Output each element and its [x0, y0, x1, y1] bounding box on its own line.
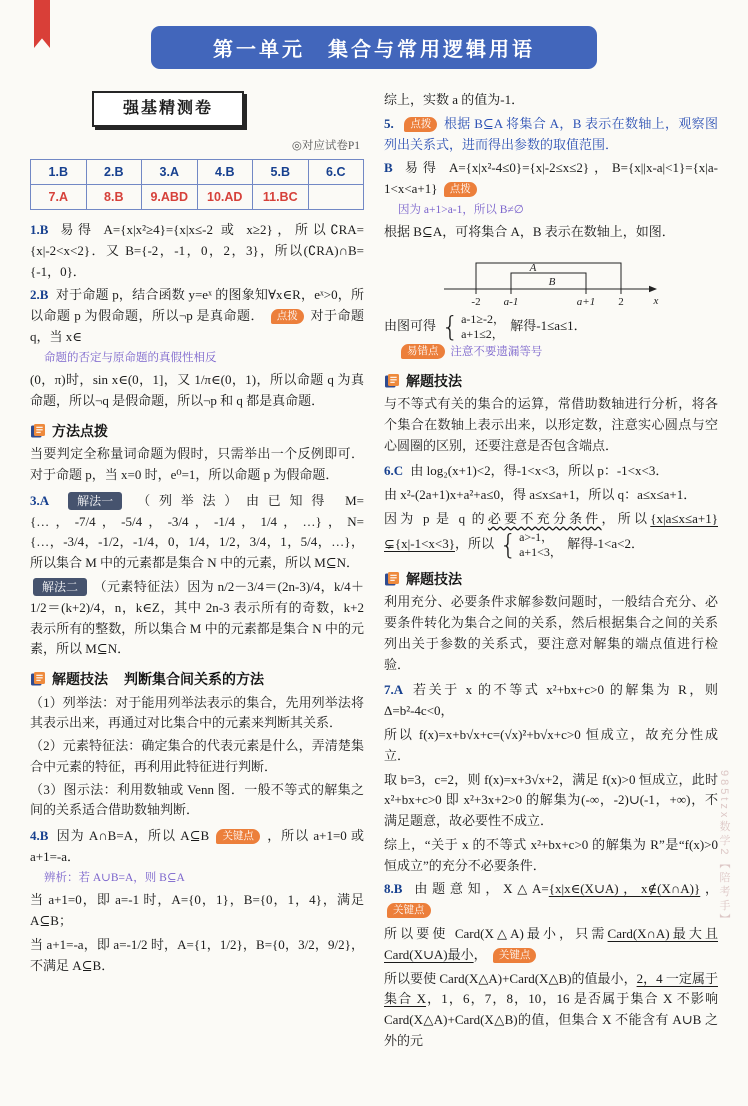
number-line-diagram — [436, 247, 666, 309]
tick-label: 2 — [618, 296, 624, 309]
answer-cell: 7.A — [31, 184, 87, 209]
solution-q5-intro — [384, 114, 718, 156]
equation-system — [499, 527, 562, 561]
question-number: 8.B — [384, 881, 403, 897]
answer-cell: 4.B — [197, 159, 253, 184]
underlined-expression: 2，4 一定属于集合 X — [384, 970, 718, 1007]
method-2-badge: 解法二 — [33, 578, 87, 596]
brace-glyph: { — [499, 527, 518, 561]
answer-cell: 8.B — [86, 184, 142, 209]
keypoint-badge: 关键点 — [216, 829, 260, 844]
method-tip-box — [30, 420, 364, 486]
solution-q6-line2: 由 x²-(2a+1)x+a²+a≤0，得 a≤x≤a+1，所以 q：a≤x≤a+1． — [384, 487, 697, 503]
margin-note: 辨析：若 A∪B=A，则 B⊆A — [44, 871, 185, 884]
tip-body: 与不等式有关的集合的运算，常借助数轴进行分析，将各个集合在数轴上表示出来，以形定数，注意实心圆点与空心圆圈的区别，还要注意是否包含端点． — [384, 395, 718, 453]
paper-title-text: 强基精测卷 — [122, 100, 213, 117]
solution-q7 — [384, 680, 718, 722]
bookmark-ribbon-icon — [34, 0, 50, 48]
tip-item: （1）列举法：对于能用列举法表示的集合，先用列举法将其表示出来，再通过对比集合中的元素来判断其关系． — [30, 694, 364, 731]
tip-subtitle: 判断集合间关系的方法 — [124, 671, 264, 688]
answer-cell: 2.B — [86, 159, 142, 184]
system-line-1: a-1≥-2， — [461, 312, 505, 327]
solution-q8 — [384, 879, 718, 921]
watermark-text: 985tzx数学2【陪考手】 — [718, 770, 730, 928]
keypoint-badge: 关键点 — [387, 903, 431, 918]
solution-text: 对于命题 p，结合函数 y=eˣ 的图象知∀x∈R，eˣ>0，所以命题 p 为假命题，所以¬p 是真命题． — [30, 287, 365, 324]
question-number: 3.A — [30, 492, 50, 508]
solution-text: ， — [700, 881, 718, 897]
solution-text: （列举法）由已知得 M={…，-7/4，-5/4，-3/4，-1/4，1/4，…}，N={…，-3/4，-1/2，-1/4，0，1/4，1/2，3/4，1，5/4，…}，所以集合 M 中的元素都是集合 N 中的元素，所以 M⊆N． — [30, 492, 364, 571]
underlined-expression: {x|a≤x≤a+1}⊊{x|-1<x<3} — [384, 510, 718, 551]
answer-cell: 9.ABD — [142, 184, 198, 209]
tick-label: -2 — [471, 296, 481, 309]
tip-header — [384, 568, 718, 590]
notebook-icon — [30, 671, 46, 687]
answer-cell: 11.BC — [253, 184, 309, 209]
solution-text: 由 log₂(x+1)<2，得-1<x<3，所以 p：-1<x<3． — [410, 463, 669, 479]
dianbo-badge: 点拨 — [444, 182, 477, 197]
solution-text: ， — [473, 946, 487, 962]
brace-glyph: { — [441, 310, 460, 344]
solution-text: ，所以 a+1=0 或 a+1=-a． — [30, 828, 365, 865]
solution-q7-conclusion: 综上，“关于 x 的不等式 x²+bx+c>0 的解集为 R”是“f(x)>0 恒成立”的充分不必要条件． — [384, 836, 718, 873]
solution-text: ，所以 — [454, 535, 494, 551]
tip-item: （3）图示法：利用数轴或 Venn 图．一般不等式的解集之间的关系适合借助数轴判断． — [30, 781, 364, 818]
question-number: 7.A — [384, 682, 404, 698]
margin-note — [398, 343, 718, 361]
axis-arrow — [649, 286, 657, 292]
method-1-badge: 解法一 — [68, 492, 122, 510]
solution-text: 由图可得 — [384, 318, 437, 334]
solution-q3-method2 — [30, 577, 364, 660]
equation-system — [441, 312, 505, 342]
tick-label: a+1 — [576, 296, 596, 309]
solution-q5-system — [384, 312, 718, 342]
left-column — [30, 87, 364, 1052]
notebook-icon — [30, 423, 46, 439]
solution-q7-line3: 取 b=3，c=2，则 f(x)=x+3√x+2，满足 f(x)>0 恒成立，此时 x²+bx+c>0 即 x²+3x+2>0 的解集为(-∞，-2)∪(-1，+∞)，不满足题意，故必要性不成立． — [384, 771, 718, 829]
unit-title — [151, 26, 597, 69]
tip-title: 解题技法 — [406, 570, 462, 587]
margin-note: 因为 a+1>a-1，所以 B≠∅ — [398, 203, 524, 216]
solution-text: 由题意知，X△A= — [414, 881, 549, 897]
solution-text: ，所以 — [601, 510, 651, 526]
solution-text: 易得 A={x|x²-4≤0}={x|-2≤x≤2}，B={x||x-a|<1}={x|a-1<x<a+1} — [384, 160, 719, 197]
answer-row-1 — [31, 159, 364, 184]
solution-q5-cont: 根据 B⊆A，可将集合 A，B 表示在数轴上，如图． — [384, 224, 675, 240]
tip-title: 方法点拨 — [52, 422, 108, 439]
emphasized-text: 必要不充分条件 — [487, 510, 602, 526]
technique-box-1 — [30, 668, 364, 821]
answer-cell — [308, 184, 364, 209]
tip-body: 利用充分、必要条件求解参数问题时，一般结合充分、必要条件转化为集合之间的关系，然后根据集合之间的关系列出关于参数的关系式，要注意对解集的端点值进行检验． — [384, 594, 718, 672]
tip-body: 当要判定全称量词命题为假时，只需举出一个反例即可．对于命题 p，当 x=0 时，e⁰=1，所以命题 p 为假命题． — [30, 446, 364, 482]
underlined-expression: Card(X∩A)最大且 Card(X∪A)最小 — [384, 926, 719, 962]
answer-key-table — [30, 159, 364, 210]
notebook-icon — [384, 571, 400, 587]
dianbo-badge: 点拨 — [404, 117, 437, 132]
answer-letter: B — [384, 160, 393, 176]
solution-q6 — [384, 461, 718, 482]
dianbo-badge: 点拨 — [271, 309, 304, 324]
solution-text: 因为 p 是 q 的 — [384, 510, 488, 526]
mistake-badge: 易错点 — [401, 344, 445, 359]
answer-cell: 6.C — [308, 159, 364, 184]
tip-title: 解题技法 — [52, 671, 108, 688]
solution-q8-line2 — [384, 924, 718, 966]
tip-header — [30, 420, 364, 442]
solution-q2-cont: (0，π)时，sin x∈(0，1]，又 1/π∈(0，1)，所以命题 q 为真命题，所以¬q 是假命题，所以¬p 和 q 都是真命题． — [30, 372, 364, 408]
solution-q4-conclusion: 综上，实数 a 的值为-1． — [384, 92, 525, 107]
margin-note: 命题的否定与原命题的真假性相反 — [44, 351, 217, 364]
answer-row-2 — [31, 184, 364, 209]
set-B-label: B — [548, 276, 556, 289]
solution-text: 若关于 x 的不等式 x²+bx+c>0 的解集为 R，则 Δ=b²-4c<0， — [384, 682, 718, 719]
answer-cell: 5.B — [253, 159, 309, 184]
solution-text: 解得-1<a<2． — [567, 535, 644, 551]
question-number: 5. — [384, 115, 394, 131]
solution-text: （元素特征法）因为 n/2－3/4＝(2n-3)/4，k/4＋1/2＝(k+2)/4，n，k∈Z，其中 2n-3 表示所有的奇数，k+2 表示所有的整数，所以集合 M 中的元素都是集合 N 中的元素，所以 M⊆N． — [30, 578, 365, 657]
content-columns — [0, 69, 748, 1052]
tip-title: 解题技法 — [406, 372, 462, 389]
solution-q1 — [30, 220, 364, 282]
solution-q6-line3 — [384, 509, 718, 560]
tip-item: （2）元素特征法：确定集合的代表元素是什么，弄清楚集合中元素的特征，再利用此特征进行判断． — [30, 738, 364, 774]
system-line-1: a>-1， — [519, 529, 554, 544]
solution-text: 对于命题 q，当 x∈ — [30, 308, 364, 344]
solution-q3 — [30, 491, 364, 574]
solution-q8-line3 — [384, 969, 718, 1052]
solution-text: 易得 A={x|x²≥4}={x|x≤-2 或 x≥2}，所以∁RA={x|-2<x<2}．又 B={-2，-1，0，2，3}，所以(∁RA)∩B={-1，0}． — [30, 221, 365, 279]
solution-q4-case2: 当 a+1=-a，即 a=-1/2 时，A={1，1/2}，B={0，3/2，9/2}，不满足 A⊆B． — [30, 936, 364, 973]
tick-label: a-1 — [503, 296, 519, 309]
set-A-label: A — [529, 262, 537, 275]
underlined-expression: {x|x∈(X∪A)，x∉(X∩A)} — [548, 881, 701, 897]
notebook-icon — [384, 373, 400, 389]
right-column — [384, 87, 718, 1052]
technique-box-2 — [384, 370, 718, 457]
question-number: 2.B — [30, 287, 49, 303]
paper-reference: ◎对应试卷P1 — [291, 139, 360, 152]
technique-box-3 — [384, 568, 718, 676]
solution-q7-line2: 所以 f(x)=x+b√x+c=(√x)²+b√x+c>0 恒成立，故充分性成立． — [384, 726, 718, 763]
question-number: 6.C — [384, 463, 404, 479]
question-number: 4.B — [30, 828, 49, 844]
answer-cell: 3.A — [142, 159, 198, 184]
solution-q4-case1: 当 a+1=0，即 a=-1 时，A={0，1}，B={0，1，4}，满足 A⊆B； — [30, 892, 364, 929]
solution-text: 因为 A∩B=A，所以 A⊆B — [56, 828, 210, 844]
solution-q4 — [30, 826, 364, 868]
solution-q5 — [384, 158, 718, 200]
tip-header — [384, 370, 718, 392]
question-number: 1.B — [30, 221, 49, 237]
solution-text: 解得-1≤a≤1． — [510, 318, 587, 334]
axis-variable-label: x — [653, 295, 659, 308]
answer-cell: 1.B — [31, 159, 87, 184]
solution-text: ，1，6，7，8，10，16 是否属于集合 X 不影响 Card(X△A)+Card(X△B)的值，但集合 X 不能含有 A∪B 之外的元 — [384, 991, 719, 1049]
system-line-2: a+1<3， — [519, 544, 562, 559]
paper-title-box — [92, 91, 244, 127]
hint-text: 根据 B⊆A 将集合 A，B 表示在数轴上，观察图列出关系式，进而得出参数的取值范围． — [384, 115, 719, 152]
solution-text: 所以要使 Card(X△A)+Card(X△B)的值最小， — [384, 970, 637, 986]
note-text: 注意不要遗漏等号 — [450, 346, 543, 359]
system-line-2: a+1≤2， — [461, 327, 504, 342]
solution-text: 所以要使 Card(X△A)最小，只需 — [384, 926, 608, 942]
keypoint-badge: 关键点 — [493, 948, 537, 963]
unit-title-text: 第一单元 集合与常用逻辑用语 — [213, 39, 535, 61]
answer-cell: 10.AD — [197, 184, 253, 209]
tip-header — [30, 668, 364, 690]
solution-q2 — [30, 285, 364, 347]
